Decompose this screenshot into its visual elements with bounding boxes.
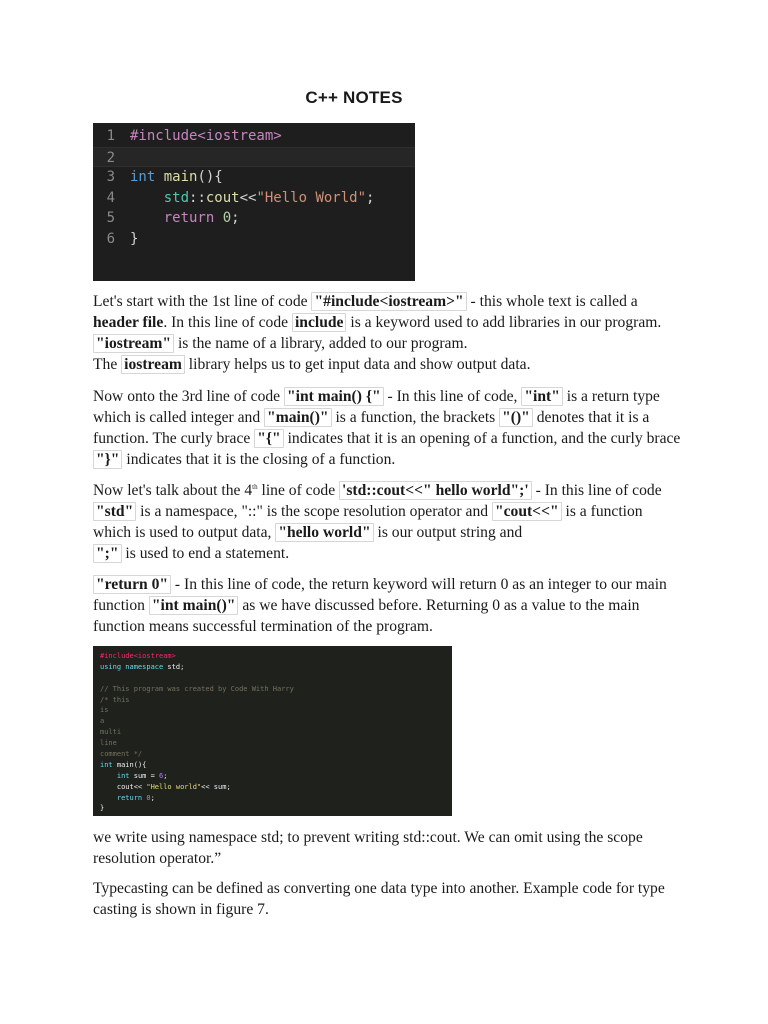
inline-code: "int main() {" [284, 387, 384, 406]
inline-code: "int main()" [149, 596, 239, 615]
code-token: } [100, 804, 105, 813]
code-token [100, 794, 117, 802]
line-number: 4 [106, 189, 115, 206]
code-line [100, 771, 452, 782]
text-run: as we have discussed before. Returning 0 as a value to the main function means successful termination of the program. [93, 597, 640, 635]
text-run: is a return type which is called integer and [93, 388, 660, 426]
code-token: 0 [222, 210, 232, 226]
inline-code: "main()" [264, 408, 332, 427]
code-token: :: [189, 189, 206, 206]
code-line [100, 651, 452, 662]
code-token: #include<iostream> [100, 652, 176, 660]
line-number: 5 [106, 210, 115, 226]
code-line [100, 673, 452, 684]
code-token: main [163, 169, 198, 185]
code-token: 0 [146, 793, 151, 802]
code-token: line [100, 739, 117, 748]
code-token: std [163, 189, 190, 206]
code-line [100, 705, 452, 716]
inline-code: header file [93, 314, 164, 331]
code-token: << [239, 189, 257, 206]
code-token: main(){ [112, 760, 147, 769]
code-token: is [100, 706, 109, 715]
code-source [130, 167, 223, 188]
code-token: comment */ [100, 750, 143, 759]
line-number: 6 [106, 230, 115, 247]
text-run: is our output string and [373, 524, 523, 541]
text-run: is the name of a library, added to our program. [174, 335, 468, 352]
code-line [93, 229, 415, 250]
text-run: indicates that it is the closing of a function. [122, 451, 396, 468]
inline-code: 'std::cout<<" hello world";' [339, 481, 532, 500]
line-number: 2 [106, 149, 115, 166]
inline-code: "iostream" [93, 334, 174, 353]
text-run: Let's start with the 1st line of code [93, 293, 312, 310]
inline-code: "cout<<" [492, 502, 562, 521]
code-token: int [100, 760, 113, 769]
inline-code: "int" [521, 387, 563, 406]
code-token: return [116, 793, 143, 802]
code-token: ; [231, 210, 240, 226]
code-screenshot-hello-world [93, 123, 415, 281]
code-token [130, 210, 164, 226]
code-line [100, 695, 452, 706]
code-token: /* this [100, 695, 130, 704]
code-line [100, 793, 452, 804]
code-token [214, 210, 222, 226]
code-token: ; [150, 793, 155, 802]
code-line [100, 782, 452, 793]
code-line [100, 716, 452, 727]
code-source [130, 188, 374, 209]
code-token [130, 190, 164, 206]
code-token: } [130, 230, 139, 247]
code-token: cout [205, 189, 240, 206]
text-run: The [93, 356, 122, 373]
code-line [93, 147, 415, 168]
text-run: . In this line of code [163, 314, 292, 331]
inline-code: "return 0" [93, 575, 171, 594]
code-token: a [100, 717, 105, 726]
text-run: is a namespace, "::" is the scope resolution operator and [136, 503, 492, 520]
paragraph-return [93, 574, 683, 637]
code-line [100, 727, 452, 738]
code-line [93, 167, 415, 188]
code-token: cout<< [100, 782, 147, 791]
code-line [100, 662, 452, 673]
code-token: std; [163, 662, 185, 671]
code-line [93, 126, 415, 147]
inline-code: "{" [254, 429, 283, 448]
line-number: 3 [106, 169, 115, 185]
superscript: th [252, 482, 258, 491]
inline-code: ";" [93, 544, 122, 563]
text-run: indicates that it is an opening of a function, and the curly brace [283, 430, 681, 447]
code-token: return [163, 210, 215, 226]
code-token: int [116, 771, 130, 780]
code-line [100, 738, 452, 749]
code-line [100, 803, 452, 814]
paragraph-cout [93, 480, 683, 564]
code-token: #include<iostream> [130, 128, 282, 144]
code-token: ; [366, 189, 375, 206]
inline-code: "#include<iostream>" [311, 292, 466, 311]
code-line [100, 684, 452, 695]
code-token: // This program was created by Code With Harry [100, 684, 294, 693]
code-token [155, 169, 163, 185]
text-run: library helps us to get input data and show output data. [184, 356, 531, 373]
code-line [100, 760, 452, 771]
text-run: denotes that it is a function. The curly brace [93, 409, 650, 447]
inline-code: include [292, 313, 347, 332]
code-token: << sum; [201, 782, 231, 791]
code-token [100, 772, 117, 780]
paragraph-namespace: we write using namespace std; to prevent writing std::cout. We can omit using the scope resolution operator.” [93, 829, 643, 867]
line-number: 1 [106, 128, 115, 144]
text-run: is a function, the brackets [331, 409, 500, 426]
text-run: line of code [257, 482, 340, 499]
text-run: is a keyword used to add libraries in our program. [346, 314, 662, 331]
code-token: multi [100, 728, 122, 737]
code-token: (){ [197, 169, 223, 185]
inline-code: iostream [121, 355, 185, 374]
code-token: using namespace [100, 662, 164, 671]
code-token: ; [163, 771, 168, 780]
text-run: is used to end a statement. [121, 545, 290, 562]
text-run: - In this line of code, [383, 388, 522, 405]
code-token: "Hello world" [146, 782, 202, 791]
inline-code: "hello world" [275, 523, 373, 542]
text-run: - this whole text is called a [466, 293, 638, 310]
paragraph-include [93, 291, 683, 375]
text-run: Now onto the 3rd line of code [93, 388, 284, 405]
code-token: 6 [159, 771, 164, 780]
code-token: int [130, 169, 156, 185]
code-line [93, 188, 415, 209]
code-source [130, 208, 240, 229]
code-source [130, 229, 138, 250]
paragraph-typecasting: Typecasting can be defined as converting one data type into another. Example code for type casting is shown in figure 7. [93, 880, 665, 918]
code-line [100, 749, 452, 760]
code-source [130, 126, 282, 147]
code-token: sum = [129, 771, 160, 780]
inline-code: "()" [499, 408, 533, 427]
code-line [93, 208, 415, 229]
text-run: is a function which is used to output data, [93, 503, 643, 541]
code-token: "Hello World" [256, 189, 367, 206]
inline-code: "std" [93, 502, 136, 521]
paragraph-main [93, 386, 683, 470]
code-screenshot-namespace [93, 646, 452, 816]
text-run: - In this line of code [531, 482, 662, 499]
inline-code: "}" [93, 450, 122, 469]
text-run: - In this line of code, the return keyword will return 0 as an integer to our main function [93, 576, 667, 614]
page-title: C++ NOTES [305, 88, 403, 107]
text-run: Now let's talk about the 4 [93, 482, 253, 499]
